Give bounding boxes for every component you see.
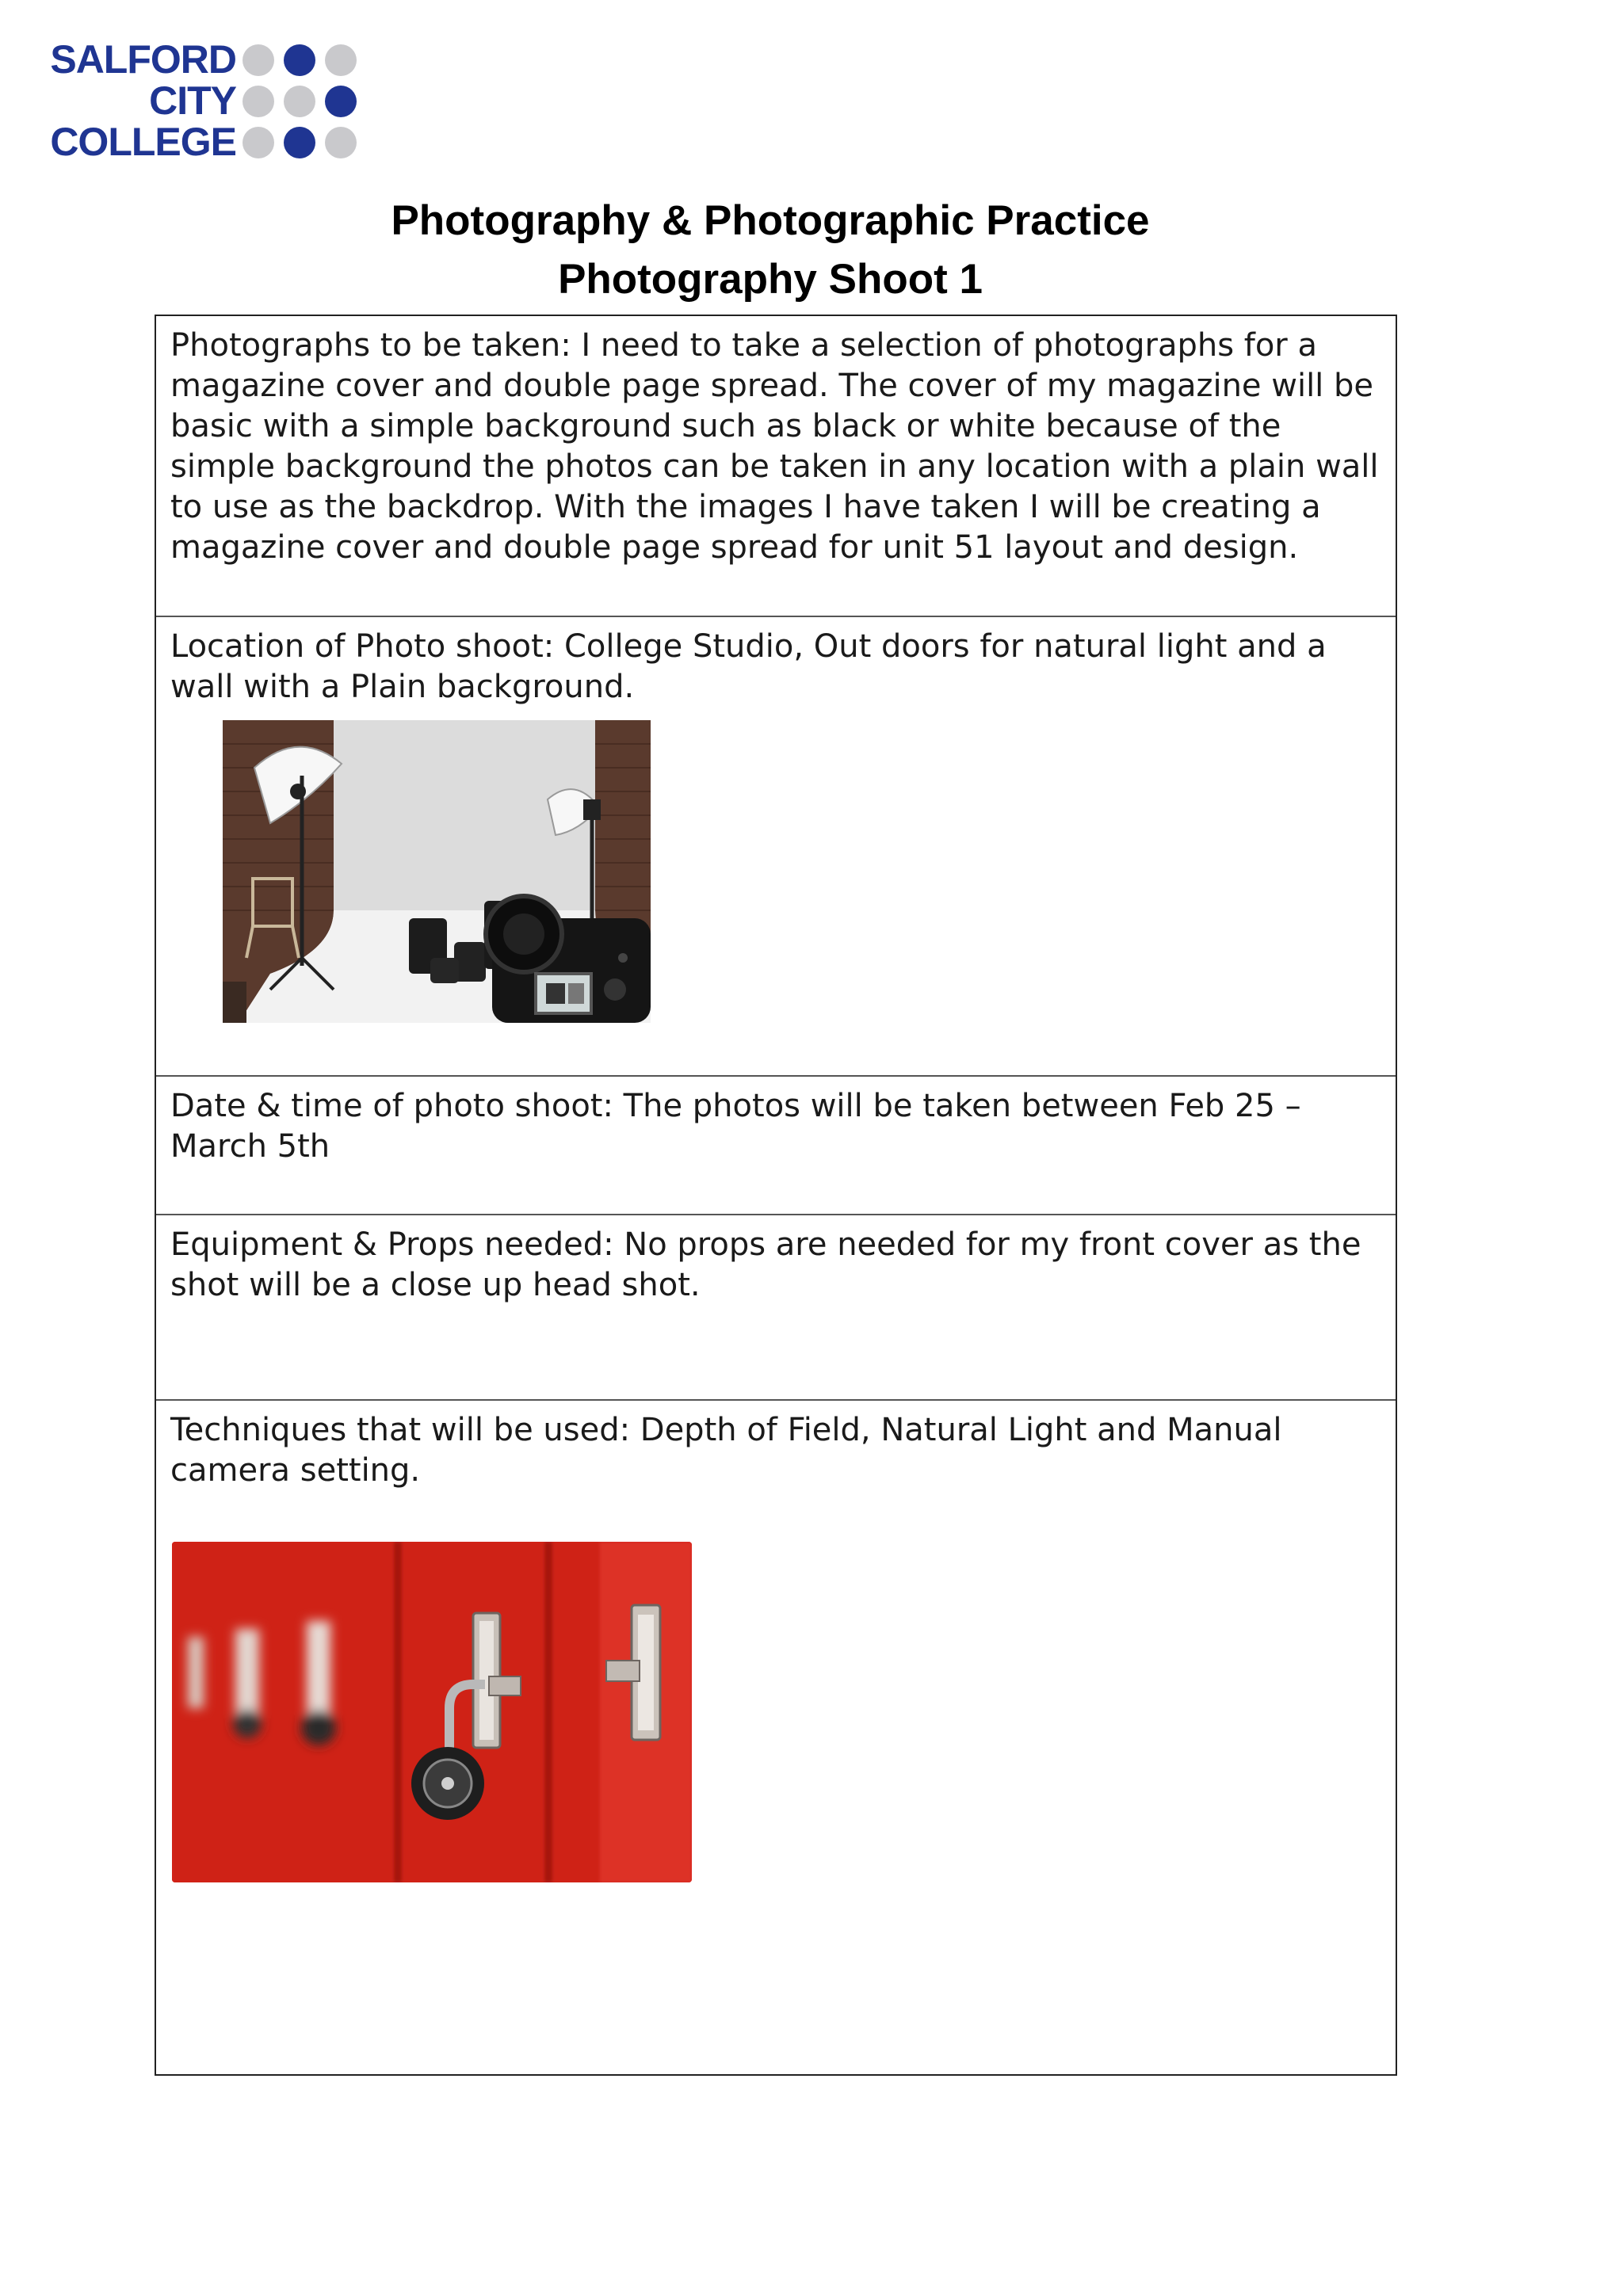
logo-dot xyxy=(325,86,357,117)
page-title: Photography & Photographic Practice xyxy=(391,197,1150,244)
logo-dot xyxy=(325,127,357,158)
section-photographs xyxy=(156,316,1396,617)
techniques-text: Techniques that will be used: Depth of Field, Natural Light and Manual camera setting. xyxy=(170,1412,1282,1489)
equipment-text: Equipment & Props needed: No props are needed for my front cover as the shot will be a close up head shot. xyxy=(170,1226,1361,1303)
logo-text-college: COLLEGE xyxy=(50,120,236,164)
logo-dot xyxy=(242,86,274,117)
logo-text-city: CITY xyxy=(149,78,236,123)
location-text: Location of Photo shoot: College Studio, Out doors for natural light and a wall with a Plain background. xyxy=(170,628,1327,705)
logo-dot xyxy=(242,44,274,76)
page-subtitle: Photography Shoot 1 xyxy=(558,256,983,303)
logo-dot xyxy=(325,44,357,76)
logo-dot xyxy=(242,127,274,158)
locker-photo xyxy=(172,1542,692,1882)
section-techniques xyxy=(156,1401,1396,2074)
shoot-plan-table xyxy=(155,315,1397,2076)
section-equipment xyxy=(156,1215,1396,1401)
logo-dot xyxy=(284,86,315,117)
studio-photo xyxy=(223,720,651,1023)
logo-dot xyxy=(284,44,315,76)
section-date-time xyxy=(156,1077,1396,1215)
college-logo xyxy=(27,38,360,165)
date-time-text: Date & time of photo shoot: The photos will be taken between Feb 25 – March 5th xyxy=(170,1088,1301,1165)
logo-text-salford: SALFORD xyxy=(50,37,236,82)
section-location xyxy=(156,617,1396,1077)
logo-dot xyxy=(284,127,315,158)
photographs-text: Photographs to be taken: I need to take a selection of photographs for a magazine cover and double page spread. The cover of my magazine will be basic with a simple background such as black or white because of the simple background the photos can be taken in any location with a plain wall to use as the backdrop. With the images I have taken I will be creating a magazine cover and double page spread for unit 51 layout and design. xyxy=(170,327,1379,566)
